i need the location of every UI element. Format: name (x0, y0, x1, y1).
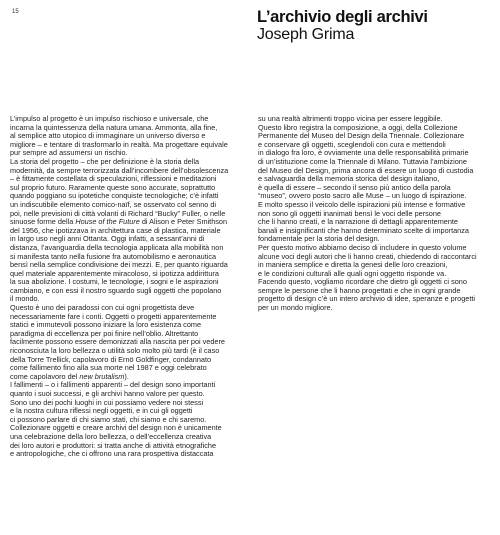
text-line: fondamentale per la storia del design. (258, 235, 380, 244)
text-line: L’impulso al progetto è un impulso rischioso e universale, che (10, 115, 209, 123)
text-segment: ). (124, 372, 129, 381)
text-line: cambiano, e con essi il nostro sguardo sugli oggetti che popolano (10, 286, 222, 295)
text-line: e la nostra cultura riflessi negli oggetti, e in cui gli oggetti (10, 407, 193, 416)
text-line: e conservare gli oggetti, sceglendoli con cura e mettendoli (258, 140, 446, 149)
text-line: del Museo del Design, prima ancora di essere un luogo di custodia (258, 166, 474, 175)
article-author: Joseph Grima (257, 26, 355, 43)
text-line: e antropologiche, che ci offrono una rara prospettiva distaccata (10, 450, 214, 459)
text-line: distanza, l’avanguardia della tecnologia applicata alla mobilità non (10, 243, 224, 252)
title-block (257, 8, 492, 44)
text-line: Questo è uno dei paradossi con cui ogni progettista deve (10, 304, 195, 313)
text-line: che li hanno creati, e la narrazione di dettagli apparentemente (258, 218, 458, 227)
text-line: un indiscutibile elemento comico-naïf, se osservato col senno di (10, 200, 217, 209)
text-line: quel materiale apparentemente miracoloso, si ipotizza addirittura (10, 269, 219, 278)
text-line: “museo”, ovvero posto sacro alle Muse – un luogo di ispirazione. (258, 192, 467, 201)
text-line: al semplice atto utopico di immaginare un universo diverso e (10, 132, 206, 141)
text-line: – è fittamente costellata di speculazioni, riflessioni e meditazioni (10, 175, 217, 184)
text-line: non sono gli oggetti inanimati bensì le voci delle persone (258, 209, 441, 218)
text-segment: di Alison e Peter Smithson (139, 218, 228, 227)
page-number: 15 (12, 9, 19, 15)
right-column (258, 115, 494, 313)
text-line: e le condizioni culturali alle quali ogni oggetto risponde va. (258, 269, 447, 278)
text-line: facilmente possono essere demonizzati alla nascita per poi vedere (10, 338, 225, 347)
text-line: migliore – e tentare di trasformarlo in realtà. Ma progettare equivale (10, 140, 228, 149)
text-line: quando poggiano su ipotetiche conquiste tecnologiche; c’è infatti (10, 192, 219, 201)
text-line: Facendo questo, vogliamo ricordare che dietro gli oggetti ci sono (258, 278, 467, 287)
text-line: come fallimento fino alla sua morte nel 1987 e oggi celebrato (10, 364, 207, 373)
italic-title: House of the Future (75, 218, 140, 227)
text-line: Per questo motivo abbiamo deciso di includere in questo volume (258, 243, 467, 252)
text-line: ci possono parlare di chi siamo stati, chi siamo e chi saremo. (10, 415, 207, 424)
text-line: e salvaguardia della memoria storica del design italiano, (258, 175, 440, 184)
text-line: del 1956, che ipotizzava in architettura case di plastica, materiale (10, 226, 221, 235)
text-line: statici e immutevoli possono iniziare la loro esistenza come (10, 321, 202, 330)
text-line: banali e insignificanti che hanno determinato scelte di importanza (258, 226, 469, 235)
text-line: per un mondo migliore. (258, 304, 333, 313)
text-line: sempre le persone che li hanno progettati e che in ogni grande (258, 286, 461, 295)
text-line: La storia del progetto – che per definizione è la storia della (10, 157, 200, 166)
text-segment: come capolavoro del (10, 372, 80, 381)
text-line: di un’istituzione come la Triennale di Milano. Tuttavia l’ambizione (258, 157, 467, 166)
text-line (10, 373, 246, 382)
text-line: in largo uso negli anni Ottanta. Oggi infatti, a sessant’anni di (10, 235, 205, 244)
text-segment: sinuose forme della (10, 218, 76, 227)
text-line: su una realtà altrimenti troppo vicina per essere leggibile. (258, 115, 443, 123)
text-line (10, 218, 246, 227)
text-line: I fallimenti – o i fallimenti apparenti – del design sono importanti (10, 381, 216, 390)
left-column (10, 115, 246, 459)
text-line: pur sempre ad assumersi un rischio. (10, 149, 128, 158)
text-line: bensì nella semplice condivisione dei mezzi. E, per quanto riguarda (10, 261, 228, 270)
text-line: della Torre Trellick, capolavoro di Ernö Goldfinger, condannato (10, 355, 212, 364)
text-line: la sua abolizione. I costumi, le tecnologie, i sogni e le aspirazioni (10, 278, 219, 287)
text-line: incarna la quintessenza della natura umana. Ammonta, alla fine, (10, 123, 218, 132)
text-line: paradigma di eccellenza per poi finire nell’oblio. Altrettanto (10, 329, 199, 338)
text-line: necessariamente fare i conti. Oggetti o progetti apparentemente (10, 312, 217, 321)
text-line: Permanente del Museo del Design della Triennale. Collezionare (258, 132, 465, 141)
text-line: in dialogo fra loro, è ovviamente una delle responsabilità primarie (258, 149, 469, 158)
text-line: poi, nelle previsioni di città volanti di Richard “Bucky” Fuller, o nelle (10, 209, 226, 218)
text-line: E molto spesso il veicolo delle ispirazioni più intense e formative (258, 200, 466, 209)
text-line: Questo libro registra la composizione, a oggi, della Collezione (258, 123, 458, 132)
text-line: Collezionare oggetti e creare archivi del design non è unicamente (10, 424, 222, 433)
italic-title: new brutalism (79, 372, 125, 381)
text-line: riconosciuta la loro bellezza o utilità solo molto più tardi (è il caso (10, 347, 220, 356)
text-line: dei loro autori e produttori: si tratta anche di attività etnografiche (10, 441, 217, 450)
text-line: il mondo. (10, 295, 40, 304)
text-line: Sono uno dei pochi luoghi in cui possiamo vedere noi stessi (10, 398, 204, 407)
text-line: una celebrazione della loro bellezza, o dell’eccellenza creativa (10, 432, 212, 441)
text-line: progetto di design c’è un intero archivio di idee, speranze e progetti (258, 295, 476, 304)
text-line: quanto i suoi successi, e gli archivi hanno valore per questo. (10, 390, 205, 398)
text-line: in maniera semplice e diretta la genesi delle loro creazioni, (258, 261, 448, 270)
text-line: è quella di essere – secondo il senso più antico della parola (258, 183, 451, 192)
text-line: modernità, da sempre terrorizzata dall’incombere dell’obsolescenza (10, 166, 229, 175)
article-title: L’archivio degli archivi (257, 8, 428, 26)
text-line: sul proprio futuro. Raramente queste sono accurate, soprattutto (10, 183, 216, 192)
text-line: si manifesta tanto nella fusione fra automobilismo e aeronautica (10, 252, 217, 261)
text-line: alcune voci degli autori che li hanno creati, chiedendo di raccontarci (258, 252, 477, 261)
